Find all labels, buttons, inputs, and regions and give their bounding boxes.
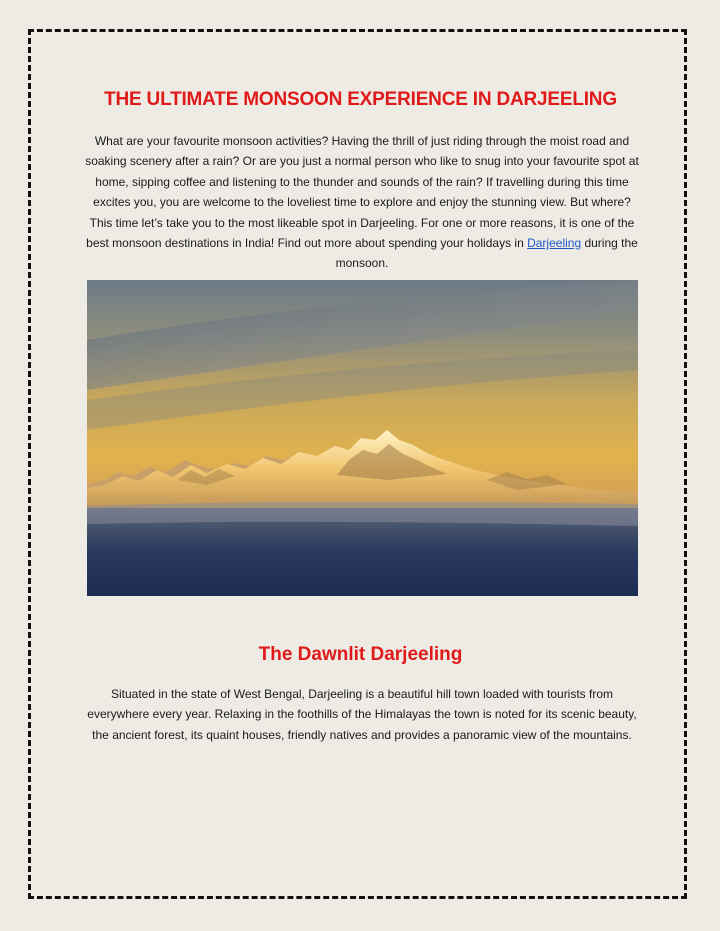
page-frame <box>28 29 687 899</box>
intro-text: What are your favourite monsoon activities? Having the thrill of just riding through the moist road and soaking scenery after a rain? Or are you just a normal person who like to snug into your favourite spot at home, sipping coffee and listening to the thunder and sounds of the rain? If travelling during this time excites you, you are welcome to the loveliest time to explore and enjoy the stunning view. But where? This time let’s take you to the most likeable spot in Darjeeling. For one or more reasons, it is one of the best monsoon destinations in India! Find out more about spending your holidays in <box>85 134 639 251</box>
section-heading: The Dawnlit Darjeeling <box>258 644 463 665</box>
section-paragraph: Situated in the state of West Bengal, Darjeeling is a beautiful hill town loaded with tourists from everywhere every year. Relaxing in the foothills of the Himalayas the town is noted for its scenic beauty, the ancient forest, its quaint houses, friendly natives and provides a panoramic view of the mountains. <box>87 687 637 742</box>
darjeeling-link[interactable]: Darjeeling <box>527 236 582 251</box>
intro-paragraph <box>83 131 641 274</box>
intro-text-end: during the monsoon. <box>335 236 638 271</box>
page-title: THE ULTIMATE MONSOON EXPERIENCE IN DARJEELING <box>104 89 617 110</box>
kanchenjunga-sunrise-photo <box>87 280 638 596</box>
